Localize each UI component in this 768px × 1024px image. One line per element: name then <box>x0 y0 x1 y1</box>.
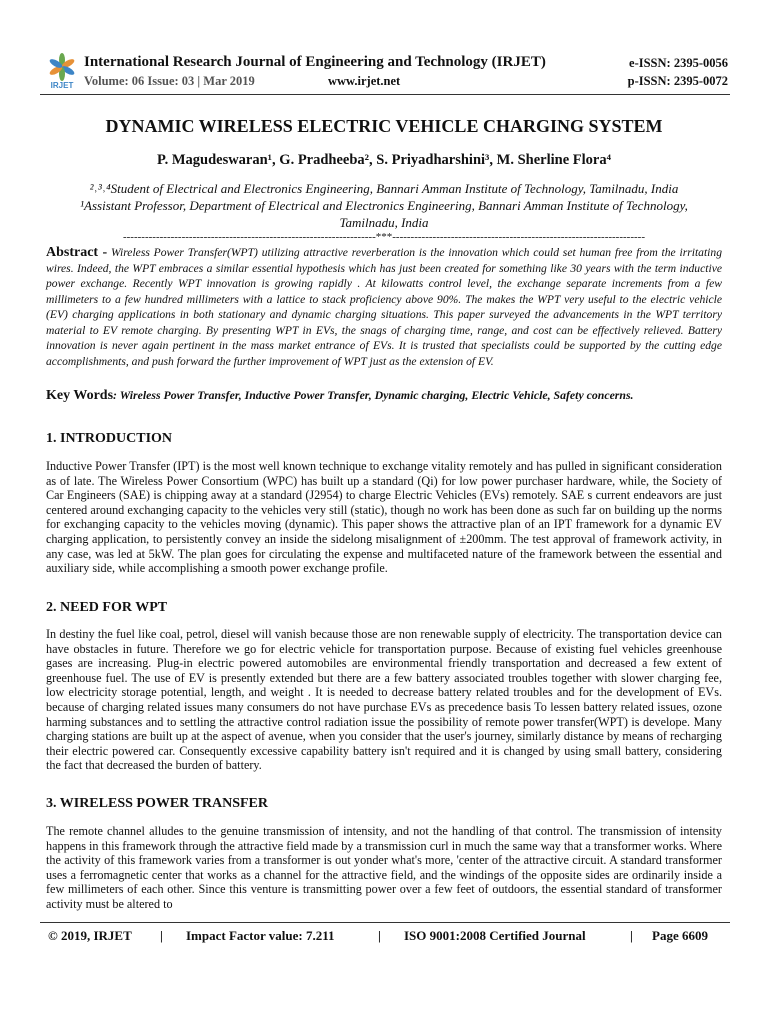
p-issn: p-ISSN: 2395-0072 <box>627 74 728 88</box>
footer-copyright: © 2019, IRJET <box>48 928 132 943</box>
affiliation-professor: ¹Assistant Professor, Department of Electrical and Electronics Engineering, Bannari Amman Institute of Technology, Tamilnadu, India <box>80 198 688 230</box>
volume-line: Volume: 06 Issue: 03 | Mar 2019 <box>84 74 255 88</box>
section-heading: 2. NEED FOR WPT <box>46 600 168 615</box>
abstract-label: Abstract - <box>46 245 108 260</box>
e-issn: e-ISSN: 2395-0056 <box>629 56 728 70</box>
footer-separator: | <box>378 928 381 943</box>
paper-title: DYNAMIC WIRELESS ELECTRIC VEHICLE CHARGING SYSTEM <box>105 116 663 136</box>
affiliation-students: ²˒³˒⁴Student of Electrical and Electronics Engineering, Bannari Amman Institute of Technology, Tamilnadu, India <box>89 181 679 196</box>
section-paragraph: The remote channel alludes to the genuine transmission of intensity, and not the handling of that control. The transmission of intensity happens in this framework through the attractive field made by a transmission curl in much the same way that a transformer works. Where the activity of this framework varies from a transformer is out yonder what's more, 'center of the attractive circuit. A standard transformer uses a ferromagnetic center that works as a channel for the attractive field, and the windings of the opposite sides are ordinarily inside a few millimeters of each other. Since this venture is transmitting power over a few feet of outdoors, the essential standard of transformer activity must be altered to <box>46 824 722 911</box>
section-heading: 3. WIRELESS POWER TRANSFER <box>46 796 268 811</box>
logo-text: IRJET <box>50 81 74 90</box>
footer-page-number: Page 6609 <box>652 928 708 943</box>
separator-line: ---------------------------------------------------------------------***--------------------------------------------------------------------- <box>122 231 645 243</box>
footer-rule <box>40 922 730 923</box>
footer-impact-factor: Impact Factor value: 7.211 <box>186 928 335 943</box>
footer-iso: ISO 9001:2008 Certified Journal <box>404 928 586 943</box>
section-paragraph: In destiny the fuel like coal, petrol, diesel will vanish because those are non renewable supply of electricity. The transportation device can have obstacles in future. Therefore we go for electric vehicle for transportation purpose. Because of existing fuel vehicles greenhouse gases are increasing. Plug-in electric powered automobiles are environmental friendly transportation and decreased a few extent of greenhouse fuel. The use of EV is presently extended but there are a few battery associated troubles together with slower charging fee, low electricity storage potential, length, and weight . It is needed to decrease battery related troubles and for the development of EVs. because of charging related issues many consumers do not have purchase EVs as precedence basis To lessen battery related issues, ozone harming substances and to settling the attractive control radiation issue the possibility of remote power transfer(WPT) is develope. Many charging stations are built up at the aspect of avenue, when you consider that the user's journey, similarly distance by means of recharging their electric powered car. Consequently excessive capability battery isn't required and it is changed by using small battery, considering the fact that decreased the burden of battery. <box>46 627 722 773</box>
keywords-label: Key Words <box>46 388 114 403</box>
journal-website: www.irjet.net <box>328 74 401 88</box>
abstract-text: Wireless Power Transfer(WPT) utilizing attractive reverberation is the innovation which could set human free from the irritating wires. Indeed, the WPT embraces a similar essential hypothesis which has just been created for something like 30 years with the term inductive power exchange. Recently WPT innovation is growing rapidly . At kilowatts control level, the exchange separate increments from a few millimeters to a few hundred millimeters with a lattice to stack proficiency above 90%. The makes the WPT very useful to the electric vehicle (EV) charging applications in both stationary and dynamic charging situations. This paper surveyed the advancements in the WPT territory material to EV remote charging. By presenting WPT in EVs, the snags of charging time, range, and cost can be effectively relieved. Battery innovation is never again pertinent in the mass market entrance of EVs. It is trusted that specialists could be supported by the cutting edge accomplishments, and push forward the further improvement of WPT just as the extension of EV. <box>46 246 722 368</box>
footer-separator: | <box>160 928 163 943</box>
footer-separator: | <box>630 928 633 943</box>
header-rule <box>40 94 730 95</box>
section-heading: 1. INTRODUCTION <box>46 431 173 446</box>
irjet-logo-icon <box>44 52 80 90</box>
paper-authors: P. Magudeswaran¹, G. Pradheeba², S. Priyadharshini³, M. Sherline Flora⁴ <box>157 152 611 168</box>
journal-header <box>40 50 728 92</box>
keywords-text: : Wireless Power Transfer, Inductive Power Transfer, Dynamic charging, Electric Vehicle, Safety concerns. <box>113 388 634 402</box>
keywords <box>46 388 722 403</box>
section-paragraph: Inductive Power Transfer (IPT) is the most well known technique to exchange vitality remotely and has pulled in significant consideration as of late. The Wireless Power Consortium (WPC) has built up a standard (Qi) for low power purchaser hardware, while, the Society of Car Engineers (SAE) is chipping away at a standard (J2954) to charge Electric Vehicles (EVs) remotely. SAE s current endeavors are just centered around exchanging capacity to the vehicles very still (static), though no work has been done as such far on building up the norms for exchanging capacity to the vehicles moving (dynamic). This paper shows the attractive plan of an IPT framework for a dynamic EV charging application, to persistently convey an inside the sidelong misalignment of ±200mm. The test approval of framework activity, in any case, was led at 5kW. The plan goes for circulating the expense and multifaceted nature of the framework between the essential and auxiliary side, while accomplishing a smooth power exchange profile. <box>46 459 722 576</box>
journal-title: International Research Journal of Engineering and Technology (IRJET) <box>84 54 546 70</box>
abstract <box>46 245 722 369</box>
affiliations <box>60 180 708 231</box>
